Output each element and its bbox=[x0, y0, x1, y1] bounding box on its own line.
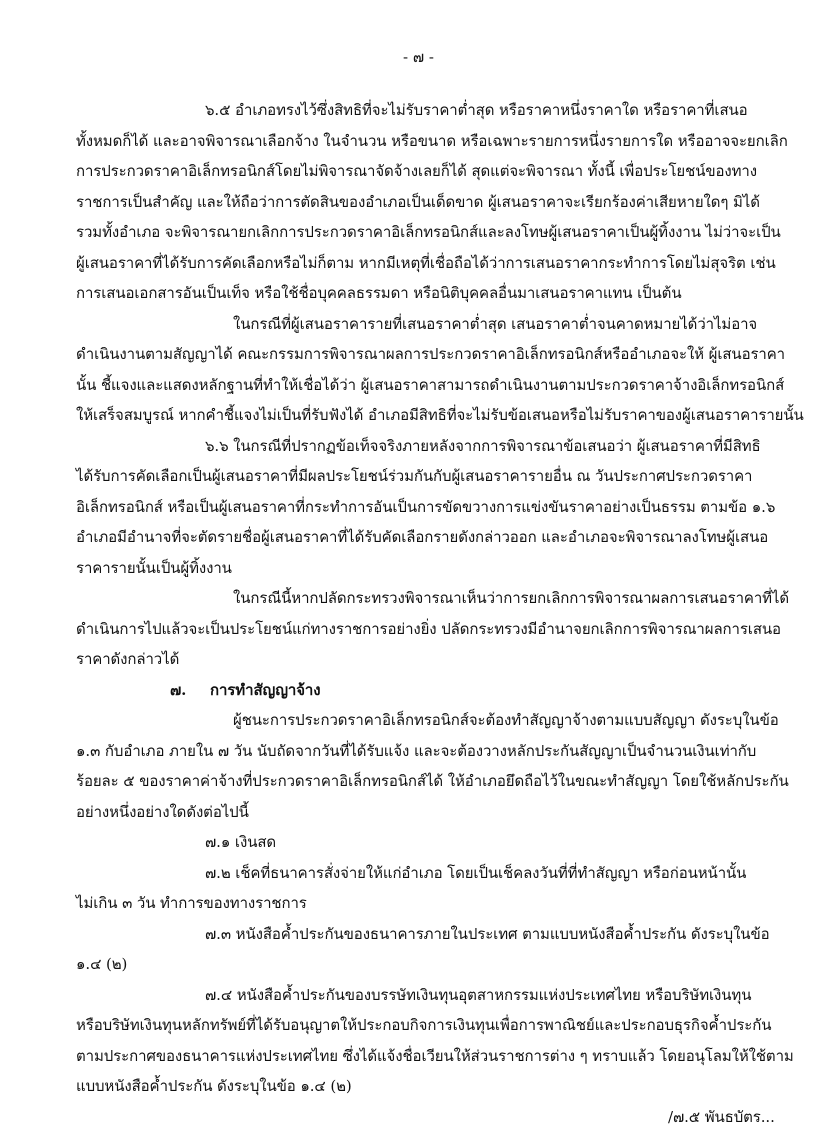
item-7-2-line-2: ไม่เกิน ๓ วัน ทำการของทางราชการ bbox=[76, 894, 307, 912]
para-6-5-line-1: ๖.๕ อำเภอทรงไว้ซึ่งสิทธิที่จะไม่รับราคาต่ำสุด หรือราคาหนึ่งราคาใด หรือราคาที่เสนอ bbox=[205, 101, 748, 119]
section-7-number: ๗. bbox=[170, 681, 187, 699]
para-7-line-1: ผู้ชนะการประกวดราคาอิเล็กทรอนิกส์จะต้องทำสัญญาจ้างตามแบบสัญญา ดังระบุในข้อ bbox=[233, 711, 779, 729]
para-7-line-4: อย่างหนึ่งอย่างใดดังต่อไปนี้ bbox=[76, 803, 249, 821]
para-7-line-3: ร้อยละ ๕ ของราคาค่าจ้างที่ประกวดราคาอิเล็กทรอนิกส์ได้ ให้อำเภอยึดถือไว้ในขณะทำสัญญา โดยใช้หลักประกัน bbox=[76, 772, 789, 790]
continuation-note: /๗.๕ พันธบัตร... bbox=[668, 1108, 775, 1126]
para-6-6-line-5: ราคารายนั้นเป็นผู้ทิ้งงาน bbox=[76, 559, 232, 577]
item-7-2-line-1: ๗.๒ เช็คที่ธนาคารสั่งจ่ายให้แก่อำเภอ โดยเป็นเช็คลงวันที่ที่ทำสัญญา หรือก่อนหน้านั้น bbox=[205, 864, 747, 882]
para-6-5-line-6: ผู้เสนอราคาที่ได้รับการคัดเลือกหรือไม่ก็ตาม หากมีเหตุที่เชื่อถือได้ว่าการเสนอราคากระทำการโดยไม่สุจริต เช่น bbox=[76, 254, 776, 272]
item-7-4-line-2: หรือบริษัทเงินทุนหลักทรัพย์ที่ได้รับอนุญาตให้ประกอบกิจการเงินทุนเพื่อการพาณิชย์และประกอบธุรกิจค้ำประกัน bbox=[76, 1016, 772, 1034]
para-6-6-line-2: ได้รับการคัดเลือกเป็นผู้เสนอราคาที่มีผลประโยชน์ร่วมกันกับผู้เสนอราคารายอื่น ณ วันประกาศประกวดราคา bbox=[76, 467, 753, 485]
para-6-6b-line-2: ดำเนินการไปแล้วจะเป็นประโยชน์แก่ทางราชการอย่างยิ่ง ปลัดกระทรวงมีอำนาจยกเลิกการพิจารณาผลการเสนอ bbox=[76, 620, 781, 638]
item-7-1: ๗.๑ เงินสด bbox=[205, 833, 277, 851]
para-6-6b-line-3: ราคาดังกล่าวได้ bbox=[76, 650, 180, 668]
para-6-6-line-4: อำเภอมีอำนาจที่จะตัดรายชื่อผู้เสนอราคาที่ได้รับคัดเลือกรายดังกล่าวออก และอำเภอจะพิจารณาลงโทษผู้เสนอ bbox=[76, 528, 769, 546]
para-6-5-line-5: รวมทั้งอำเภอ จะพิจารณายกเลิกการประกวดราคาอิเล็กทรอนิกส์และลงโทษผู้เสนอราคาเป็นผู้ทิ้งงาน ไม่ว่าจะเป็น bbox=[76, 223, 781, 241]
section-7-heading: การทำสัญญาจ้าง bbox=[210, 681, 321, 699]
item-7-3-line-2: ๑.๔ (๒) bbox=[76, 955, 128, 973]
para-6-5-line-7: การเสนอเอกสารอันเป็นเท็จ หรือใช้ชื่อบุคคลธรรมดา หรือนิติบุคคลอื่นมาเสนอราคาแทน เป็นต้น bbox=[76, 284, 682, 302]
para-6-5-line-2: ทั้งหมดก็ได้ และอาจพิจารณาเลือกจ้าง ในจำนวน หรือขนาด หรือเฉพาะรายการหนึ่งรายการใด หรืออาจจะยกเลิก bbox=[76, 132, 788, 150]
para-6-5b-line-3: นั้น ชี้แจงและแสดงหลักฐานที่ทำให้เชื่อได้ว่า ผู้เสนอราคาสามารถดำเนินงานตามประกวดราคาจ้างอิเล็กทรอนิกส์ bbox=[76, 376, 785, 394]
item-7-3-line-1: ๗.๓ หนังสือค้ำประกันของธนาคารภายในประเทศ ตามแบบหนังสือค้ำประกัน ดังระบุในข้อ bbox=[205, 925, 770, 943]
para-6-6-line-3: อิเล็กทรอนิกส์ หรือเป็นผู้เสนอราคาที่กระทำการอันเป็นการขัดขวางการแข่งขันราคาอย่างเป็นธรรม ตามข้อ ๑.๖ bbox=[76, 498, 776, 516]
para-6-5b-line-1: ในกรณีที่ผู้เสนอราคารายที่เสนอราคาต่ำสุด เสนอราคาต่ำจนคาดหมายได้ว่าไม่อาจ bbox=[233, 315, 758, 333]
item-7-4-line-1: ๗.๔ หนังสือค้ำประกันของบรรษัทเงินทุนอุตสาหกรรมแห่งประเทศไทย หรือบริษัทเงินทุน bbox=[205, 986, 752, 1004]
para-6-6b-line-1: ในกรณีนี้หากปลัดกระทรวงพิจารณาเห็นว่าการยกเลิกการพิจารณาผลการเสนอราคาที่ได้ bbox=[233, 589, 790, 607]
para-6-5b-line-4: ให้เสร็จสมบูรณ์ หากคำชี้แจงไม่เป็นที่รับฟังได้ อำเภอมีสิทธิที่จะไม่รับข้อเสนอหรือไม่รับราคาของผู้เสนอราคารายนั้น bbox=[76, 406, 804, 424]
item-7-4-line-3: ตามประกาศของธนาคารแห่งประเทศไทย ซึ่งได้แจ้งชื่อเวียนให้ส่วนราชการต่าง ๆ ทราบแล้ว โดยอนุโลมให้ใช้ตาม bbox=[76, 1047, 794, 1065]
para-6-5-line-3: การประกวดราคาอิเล็กทรอนิกส์โดยไม่พิจารณาจัดจ้างเลยก็ได้ สุดแต่จะพิจารณา ทั้งนี้ เพื่อประโยชน์ของทาง bbox=[76, 162, 757, 180]
para-6-5b-line-2: ดำเนินงานตามสัญญาได้ คณะกรรมการพิจารณาผลการประกวดราคาอิเล็กทรอนิกส์หรืออำเภอจะให้ ผู้เสนอราคา bbox=[76, 345, 786, 363]
para-7-line-2: ๑.๓ กับอำเภอ ภายใน ๗ วัน นับถัดจากวันที่ได้รับแจ้ง และจะต้องวางหลักประกันสัญญาเป็นจำนวนเงินเท่ากับ bbox=[76, 742, 757, 760]
page-number: - ๗ - bbox=[403, 48, 434, 66]
item-7-4-line-4: แบบหนังสือค้ำประกัน ดังระบุในข้อ ๑.๔ (๒) bbox=[76, 1077, 352, 1095]
para-6-6-line-1: ๖.๖ ในกรณีที่ปรากฏข้อเท็จจริงภายหลังจากการพิจารณาข้อเสนอว่า ผู้เสนอราคาที่มีสิทธิ bbox=[205, 437, 761, 455]
para-6-5-line-4: ราชการเป็นสำคัญ และให้ถือว่าการตัดสินของอำเภอเป็นเด็ดขาด ผู้เสนอราคาจะเรียกร้องค่าเสียหายใดๆ มิได้ bbox=[76, 193, 760, 211]
